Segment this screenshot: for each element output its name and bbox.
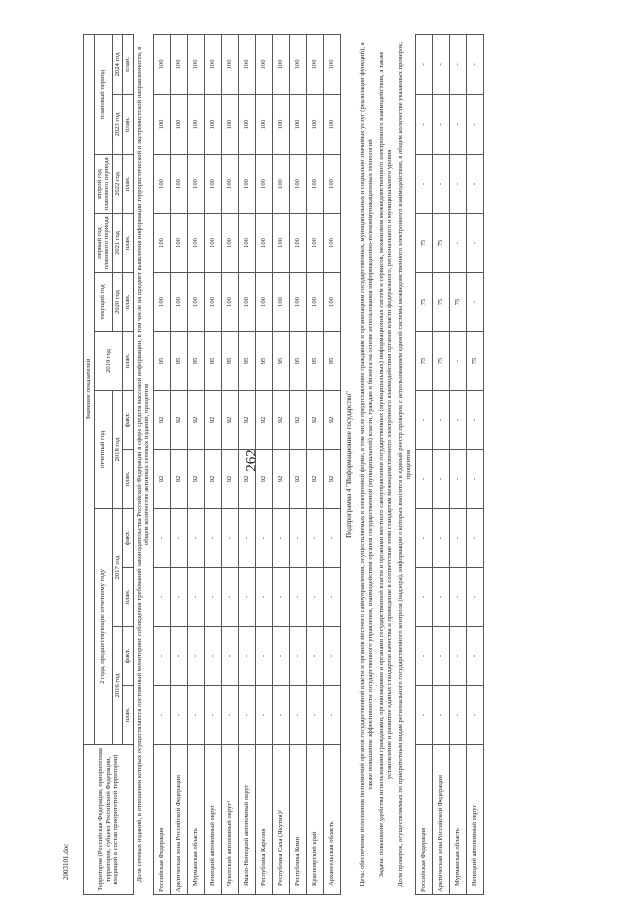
value-cell: 100 — [205, 155, 222, 214]
value-cell: 75 — [432, 332, 449, 391]
table-row — [415, 34, 432, 894]
value-cell: 100 — [256, 95, 273, 155]
value-cell: 100 — [273, 214, 290, 273]
value-cell: - — [171, 686, 188, 745]
value-cell: - — [432, 627, 449, 686]
table-row — [154, 34, 171, 894]
territory-name: Чукотский автономный округ¹ — [222, 745, 239, 895]
header-2022: 2022 год — [112, 155, 123, 214]
value-cell: - — [466, 391, 483, 450]
value-cell: - — [324, 686, 341, 745]
value-cell: 100 — [256, 214, 273, 273]
value-cell: 92 — [171, 391, 188, 450]
territory-name: Архангельская область — [324, 745, 341, 895]
value-cell: 95 — [256, 332, 273, 391]
value-cell: 75 — [415, 273, 432, 332]
value-cell: - — [171, 509, 188, 568]
territory-name: Мурманская область — [449, 745, 466, 895]
value-cell: 92 — [205, 391, 222, 450]
value-cell: 92 — [273, 450, 290, 509]
table-row — [290, 34, 307, 894]
value-cell: 92 — [239, 450, 256, 509]
value-cell: - — [307, 627, 324, 686]
value-cell: - — [205, 568, 222, 627]
value-cell: - — [432, 155, 449, 214]
value-cell: - — [256, 627, 273, 686]
territory-name: Республика Карелия — [256, 745, 273, 895]
value-cell: 100 — [273, 155, 290, 214]
header-reporting: отчетный год — [94, 391, 112, 509]
value-cell: 75 — [432, 214, 449, 273]
value-cell: - — [188, 509, 205, 568]
value-cell: 92 — [307, 450, 324, 509]
value-cell: - — [432, 509, 449, 568]
value-cell: 92 — [324, 391, 341, 450]
section-2-body — [395, 34, 483, 894]
subprogram-task: Задача: повышение удобства использования гражданами, организациями и органами государственной власти и органами местного самоуправления государственных (муниципальных) информационных систем и сервисов, механизмов межведомственного электронного взаимодействия, а также установление и развитие единых стандартов качества и приведение в соответствие этим стандартам межведомственного электронного взаимодействия органов власти федерального, регионального и муниципального уровня — [378, 51, 393, 878]
value-cell: 100 — [307, 155, 324, 214]
value-cell: 100 — [239, 95, 256, 155]
value-cell: - — [466, 273, 483, 332]
header-2019: 2019 год — [94, 332, 123, 391]
value-cell: - — [188, 627, 205, 686]
value-cell: 92 — [324, 450, 341, 509]
value-cell: 100 — [205, 95, 222, 155]
header-second-plan: второй год планового периода — [94, 155, 112, 214]
header-values: Значение показателей — [84, 34, 95, 744]
section-1-body — [133, 34, 340, 894]
header-2021: 2021 год — [112, 214, 123, 273]
value-cell: - — [222, 627, 239, 686]
value-cell: 75 — [415, 332, 432, 391]
value-cell: 100 — [205, 214, 222, 273]
value-cell: - — [432, 95, 449, 155]
value-cell: 100 — [222, 273, 239, 332]
table-row — [256, 34, 273, 894]
value-cell: 100 — [188, 273, 205, 332]
value-cell: 92 — [154, 450, 171, 509]
header-2017: 2017 год — [112, 509, 123, 627]
value-cell: - — [290, 568, 307, 627]
value-cell: - — [222, 568, 239, 627]
value-cell: 95 — [307, 332, 324, 391]
value-cell: 100 — [324, 214, 341, 273]
header-plan-period: плановый период — [94, 34, 112, 154]
value-cell: 100 — [290, 34, 307, 94]
table-header — [84, 34, 134, 894]
value-cell: - — [466, 627, 483, 686]
value-cell: - — [449, 155, 466, 214]
value-cell: 100 — [324, 95, 341, 155]
territory-name: Красноярский край — [307, 745, 324, 895]
value-cell: 75 — [432, 273, 449, 332]
header-plan: план. — [123, 214, 134, 273]
value-cell: - — [415, 391, 432, 450]
value-cell: - — [222, 686, 239, 745]
value-cell: 100 — [290, 155, 307, 214]
header-first-plan: первый год планового периода — [94, 214, 112, 273]
value-cell: - — [273, 509, 290, 568]
value-cell: - — [449, 332, 466, 391]
subprogram-title: Подпрограмма 4 "Информационное государство" — [345, 390, 354, 538]
header-fact: факт. — [123, 391, 134, 450]
value-cell: 75 — [466, 332, 483, 391]
header-territory: Территория (Российская Федерация, приоритетная территория, субъект Российской Федерации, входящий в состав приоритетной территории) — [84, 745, 134, 895]
rotated-table-container — [83, 35, 558, 895]
value-cell: 100 — [290, 214, 307, 273]
value-cell: - — [432, 450, 449, 509]
territory-name: Ненецкий автономный округ — [466, 745, 483, 895]
header-2016: 2016 год — [112, 627, 123, 745]
value-cell: - — [449, 450, 466, 509]
value-cell: 100 — [239, 155, 256, 214]
value-cell: 92 — [222, 391, 239, 450]
value-cell: - — [432, 391, 449, 450]
value-cell: 95 — [239, 332, 256, 391]
territory-name: Ненецкий автономный округ — [205, 745, 222, 895]
value-cell: 100 — [205, 273, 222, 332]
value-cell: 100 — [256, 273, 273, 332]
header-plan: план. — [123, 450, 134, 509]
value-cell: 100 — [171, 34, 188, 94]
value-cell: 100 — [239, 273, 256, 332]
value-cell: 100 — [222, 95, 239, 155]
table-row — [432, 34, 449, 894]
value-cell: 100 — [256, 34, 273, 94]
value-cell: 100 — [273, 273, 290, 332]
value-cell: - — [415, 568, 432, 627]
value-cell: - — [205, 627, 222, 686]
value-cell: 75 — [415, 214, 432, 273]
value-cell: 95 — [188, 332, 205, 391]
value-cell: - — [222, 509, 239, 568]
value-cell: 95 — [324, 332, 341, 391]
value-cell: 92 — [222, 450, 239, 509]
value-cell: - — [324, 627, 341, 686]
footer-doc-code: 2003101.doc — [62, 843, 70, 880]
header-fact: факт. — [123, 627, 134, 686]
value-cell: - — [466, 450, 483, 509]
value-cell: 95 — [205, 332, 222, 391]
header-plan: план. — [123, 155, 134, 214]
value-cell: - — [188, 686, 205, 745]
value-cell: - — [449, 568, 466, 627]
value-cell: - — [154, 627, 171, 686]
value-cell: 92 — [188, 391, 205, 450]
value-cell: 100 — [154, 95, 171, 155]
table-row — [466, 34, 483, 894]
territory-name: Арктическая зона Российской Федерации — [171, 745, 188, 895]
value-cell: 100 — [222, 155, 239, 214]
value-cell: 100 — [154, 273, 171, 332]
value-cell: 92 — [307, 391, 324, 450]
value-cell: 100 — [290, 95, 307, 155]
value-cell: - — [324, 568, 341, 627]
value-cell: - — [432, 34, 449, 94]
value-cell: - — [466, 155, 483, 214]
territory-name: Республика Саха (Якутия)² — [273, 745, 290, 895]
territory-name: Республика Коми — [290, 745, 307, 895]
territory-name: Ямало-Ненецкий автономный округ — [239, 745, 256, 895]
value-cell: 100 — [324, 155, 341, 214]
value-cell: 100 — [171, 273, 188, 332]
value-cell: 100 — [171, 155, 188, 214]
value-cell: 95 — [171, 332, 188, 391]
value-cell: 92 — [256, 450, 273, 509]
value-cell: - — [154, 686, 171, 745]
section-2-title: Доля проверок, осуществляемых по приоритетным видам регионального государственного контроля (надзора), информация о которых вносится в единый реестр проверок с использованием единой системы межведомственного электронного взаимодействия, в общем количестве указанных проверок, процентов — [397, 41, 412, 887]
subprogram-goal: Цель: обеспечение исполнения полномочий органов государственной власти и органов местного самоуправления, осуществляемых в электронной форме, в том числе предоставление гражданам и организациям государственных, муниципальных и социально значимых услуг (реализации функций), а также повышение эффективности государственного управления, взаимодействия органов государственной (муниципальной) власти, граждан и бизнеса на основе использования информационно-телекоммуникационных технологий — [359, 42, 374, 887]
header-2020: 2020 год — [112, 273, 123, 332]
value-cell: 92 — [205, 450, 222, 509]
table-row — [307, 34, 324, 894]
value-cell: - — [205, 686, 222, 745]
value-cell: 92 — [290, 450, 307, 509]
value-cell: - — [239, 509, 256, 568]
territory-name: Мурманская область — [188, 745, 205, 895]
value-cell: - — [154, 568, 171, 627]
header-2023: 2023 год — [112, 95, 123, 155]
territory-name: Арктическая зона Российской Федерации — [432, 745, 449, 895]
value-cell: - — [290, 509, 307, 568]
value-cell: 95 — [290, 332, 307, 391]
value-cell: - — [415, 450, 432, 509]
header-2018: 2018 год — [112, 391, 123, 509]
value-cell: 100 — [239, 214, 256, 273]
value-cell: - — [239, 686, 256, 745]
value-cell: - — [256, 686, 273, 745]
table-row — [222, 34, 239, 894]
territory-name: Российская Федерация — [415, 745, 432, 895]
value-cell: - — [466, 568, 483, 627]
value-cell: 100 — [273, 95, 290, 155]
table-row — [188, 34, 205, 894]
value-cell: 100 — [290, 273, 307, 332]
value-cell: - — [449, 509, 466, 568]
header-plan: план. — [123, 34, 134, 94]
value-cell: - — [415, 34, 432, 94]
value-cell: - — [290, 627, 307, 686]
value-cell: - — [273, 627, 290, 686]
header-2024: 2024 год — [112, 34, 123, 94]
value-cell: 92 — [256, 391, 273, 450]
value-cell: - — [307, 686, 324, 745]
value-cell: - — [290, 686, 307, 745]
value-cell: - — [307, 568, 324, 627]
value-cell: - — [466, 686, 483, 745]
value-cell: - — [273, 686, 290, 745]
value-cell: - — [415, 95, 432, 155]
value-cell: 100 — [307, 273, 324, 332]
header-current: текущий год — [94, 273, 112, 332]
value-cell: 92 — [239, 391, 256, 450]
value-cell: - — [415, 509, 432, 568]
value-cell: - — [449, 95, 466, 155]
value-cell: - — [239, 627, 256, 686]
value-cell: - — [449, 34, 466, 94]
header-two-years: 2 года, предшествующие отчетному году — [94, 509, 112, 745]
value-cell: 92 — [290, 391, 307, 450]
value-cell: 92 — [154, 391, 171, 450]
value-cell: 100 — [222, 214, 239, 273]
table-row — [205, 34, 222, 894]
value-cell: - — [432, 686, 449, 745]
table-row — [273, 34, 290, 894]
value-cell: 92 — [171, 450, 188, 509]
value-cell: - — [273, 568, 290, 627]
value-cell: - — [449, 214, 466, 273]
table-row — [449, 34, 466, 894]
value-cell: - — [256, 568, 273, 627]
value-cell: 100 — [171, 95, 188, 155]
value-cell: - — [432, 568, 449, 627]
value-cell: 100 — [307, 34, 324, 94]
value-cell: 100 — [188, 95, 205, 155]
header-plan: план. — [123, 686, 134, 745]
value-cell: 100 — [307, 95, 324, 155]
value-cell: - — [171, 627, 188, 686]
value-cell: - — [466, 509, 483, 568]
header-plan: план. — [123, 568, 134, 627]
header-plan: план. — [123, 95, 134, 155]
value-cell: 100 — [154, 34, 171, 94]
value-cell: 100 — [171, 214, 188, 273]
value-cell: - — [415, 627, 432, 686]
value-cell: - — [449, 391, 466, 450]
header-fact: факт. — [123, 509, 134, 568]
value-cell: - — [324, 509, 341, 568]
value-cell: 100 — [188, 34, 205, 94]
section-1-title: Доля сетевых изданий, в отношении которых осуществляется постоянный мониторинг соблюдения требований законодательства Российской Федерации в сфере средств массовой информации, в том числе на предмет выявления информации террористической и экстремистской направленности, в общем количестве активных сетевых изданий, процентов — [135, 46, 151, 883]
value-cell: - — [415, 155, 432, 214]
value-cell: - — [449, 686, 466, 745]
value-cell: - — [154, 509, 171, 568]
value-cell: - — [466, 34, 483, 94]
value-cell: - — [256, 509, 273, 568]
value-cell: 100 — [222, 34, 239, 94]
table-row — [324, 34, 341, 894]
header-plan: план. — [123, 273, 134, 332]
page-number: 262 — [243, 449, 260, 472]
value-cell: 100 — [324, 34, 341, 94]
value-cell: - — [466, 95, 483, 155]
value-cell: - — [188, 568, 205, 627]
value-cell: 95 — [154, 332, 171, 391]
value-cell: 95 — [222, 332, 239, 391]
value-cell: - — [415, 686, 432, 745]
table-row — [171, 34, 188, 894]
value-cell: 100 — [154, 155, 171, 214]
value-cell: 92 — [188, 450, 205, 509]
value-cell: - — [239, 568, 256, 627]
territory-name: Российская Федерация — [154, 745, 171, 895]
value-cell: 100 — [324, 273, 341, 332]
value-cell: 100 — [154, 214, 171, 273]
value-cell: 100 — [188, 214, 205, 273]
value-cell: - — [307, 509, 324, 568]
subprogram-block — [341, 34, 396, 894]
value-cell: - — [171, 568, 188, 627]
value-cell: 75 — [449, 273, 466, 332]
value-cell: 100 — [256, 155, 273, 214]
value-cell: 92 — [273, 391, 290, 450]
indicators-table — [83, 34, 484, 895]
header-plan: план. — [123, 332, 134, 391]
value-cell: 100 — [205, 34, 222, 94]
value-cell: 100 — [273, 34, 290, 94]
value-cell: 95 — [273, 332, 290, 391]
value-cell: 100 — [188, 155, 205, 214]
value-cell: - — [466, 214, 483, 273]
value-cell: - — [205, 509, 222, 568]
value-cell: 100 — [239, 34, 256, 94]
value-cell: - — [449, 627, 466, 686]
value-cell: 100 — [307, 214, 324, 273]
table-row — [239, 34, 256, 894]
